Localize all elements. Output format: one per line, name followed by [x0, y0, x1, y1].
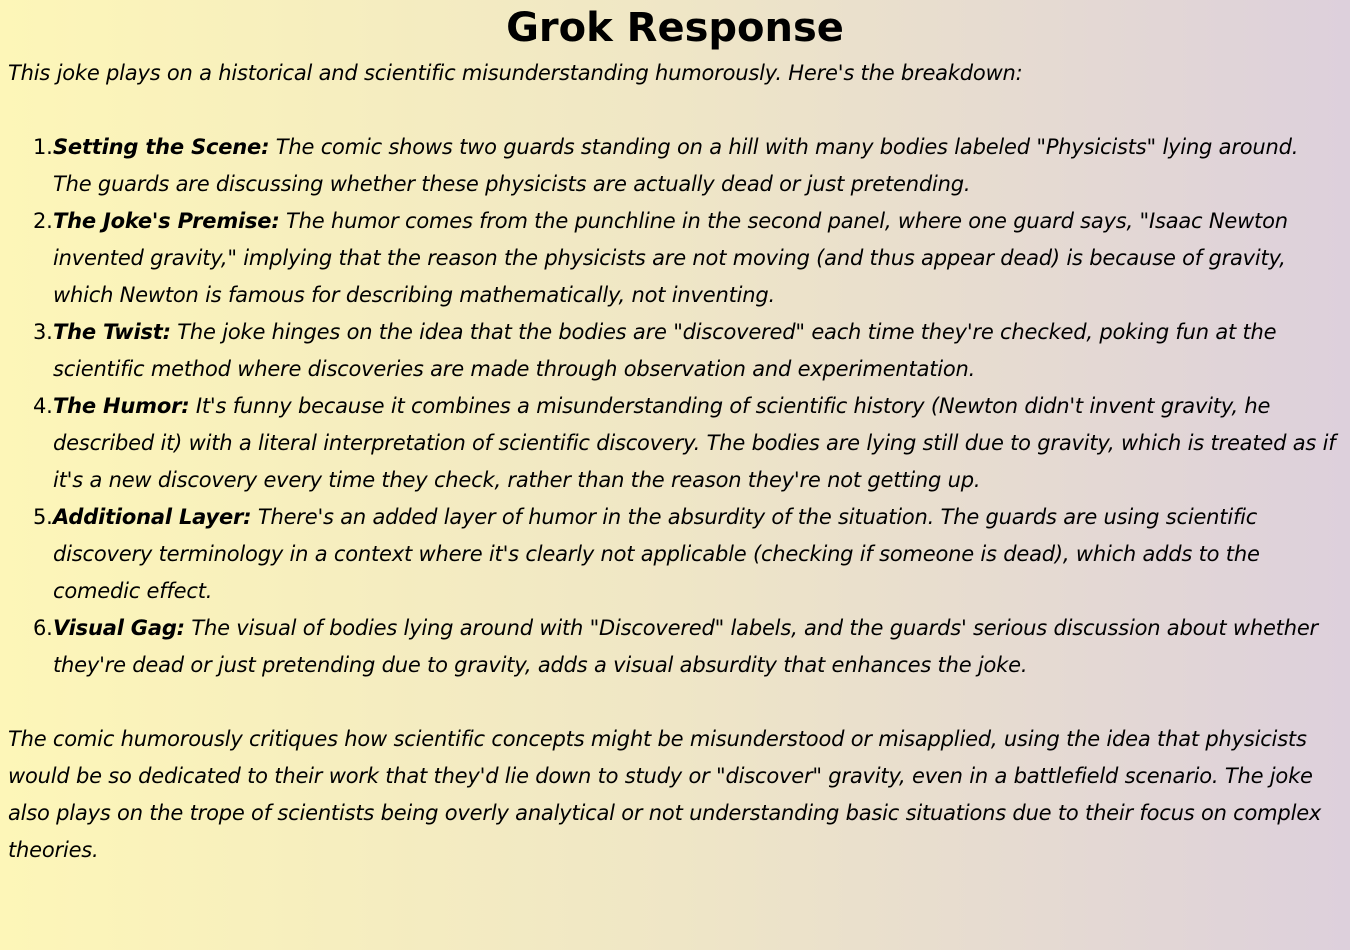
list-item-text: The humor comes from the punchline in the second panel, where one guard says, "Isaac Newton invented gravity," implying that the reason the physicists are not moving (and thus appear dead) is because of gravity, which Newton is famous for describing mathematically, not inventing.: [53, 209, 1288, 307]
list-item-text: It's funny because it combines a misunderstanding of scientific history (Newton didn't invent gravity, he described it) with a literal interpretation of scientific discovery. The bodies are lying still due to gravity, which is treated as if it's a new discovery every time they check, rather than the reason they're not getting up.: [53, 394, 1336, 492]
list-item-heading: The Humor:: [53, 394, 190, 418]
page-title: Grok Response: [506, 5, 844, 51]
list-item-number: 2.: [33, 209, 53, 233]
conclusion-paragraph: The comic humorously critiques how scientific concepts might be misunderstood or misapplied, using the idea that physicists would be so dedicated to their work that they'd lie down to study or "discover" gravity, even in a battlefield scenario. The joke also plays on the trope of scientists being overly analytical or not understanding basic situations due to their focus on complex theories.: [8, 727, 1322, 862]
list-item: [8, 388, 1342, 499]
list-item: [8, 203, 1342, 314]
list-item-number: 5.: [33, 505, 53, 529]
breakdown-list: [8, 129, 1342, 684]
list-item-number: 1.: [33, 135, 53, 159]
list-item-heading: Additional Layer:: [53, 505, 252, 529]
list-item-number: 4.: [33, 394, 53, 418]
list-item-text: There's an added layer of humor in the absurdity of the situation. The guards are using scientific discovery terminology in a context where it's clearly not applicable (checking if someone is dead), which adds to the comedic effect.: [53, 505, 1260, 603]
list-item-number: 3.: [33, 320, 53, 344]
list-item-text: The comic shows two guards standing on a hill with many bodies labeled "Physicists" lying around. The guards are discussing whether these physicists are actually dead or just pretending.: [53, 135, 1299, 196]
list-item: [8, 314, 1342, 388]
list-item-text: The visual of bodies lying around with "Discovered" labels, and the guards' serious discussion about whether they're dead or just pretending due to gravity, adds a visual absurdity that enhances the joke.: [53, 616, 1318, 677]
list-item-heading: Setting the Scene:: [53, 135, 270, 159]
list-item-text: The joke hinges on the idea that the bodies are "discovered" each time they're checked, poking fun at the scientific method where discoveries are made through observation and experimentation.: [53, 320, 1277, 381]
intro-paragraph: This joke plays on a historical and scientific misunderstanding humorously. Here's the breakdown:: [8, 61, 1023, 85]
response-body: [8, 55, 1342, 869]
list-item: [8, 129, 1342, 203]
list-item-heading: The Twist:: [53, 320, 171, 344]
list-item: [8, 499, 1342, 610]
list-item-heading: The Joke's Premise:: [53, 209, 280, 233]
list-item-number: 6.: [33, 616, 53, 640]
list-item: [8, 610, 1342, 684]
list-item-heading: Visual Gag:: [53, 616, 185, 640]
